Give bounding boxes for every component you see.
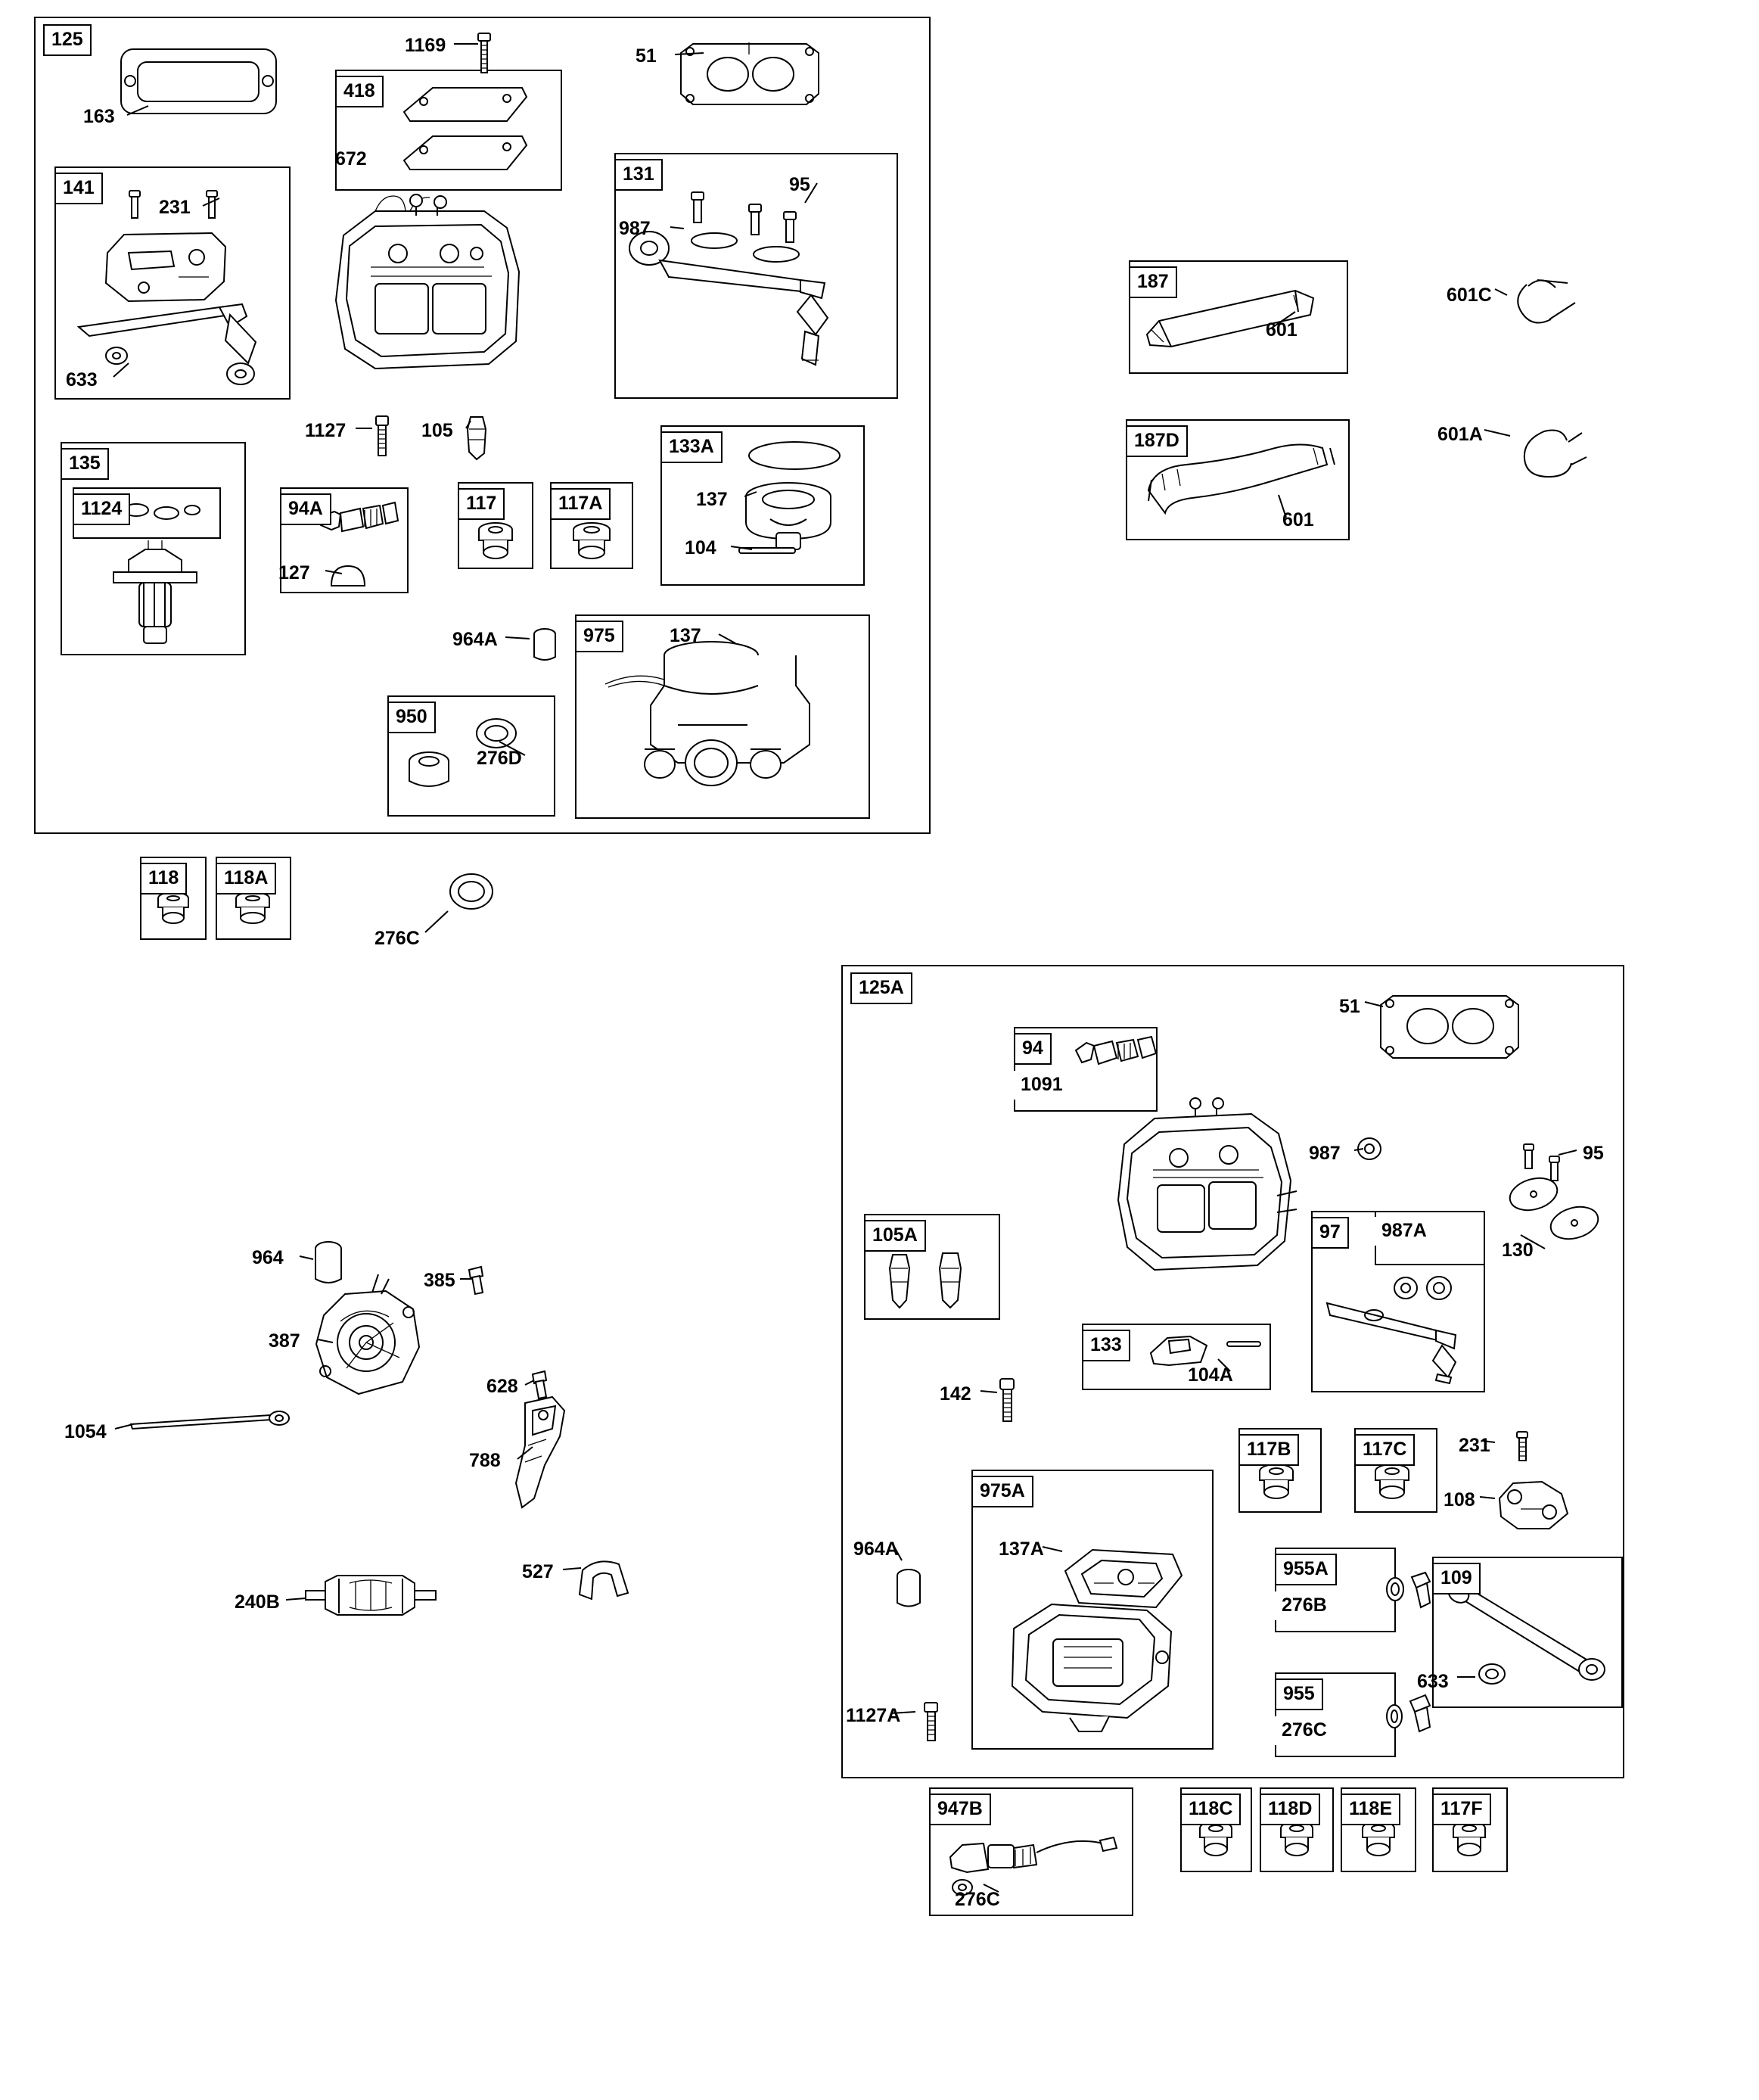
label-130: 130 (1502, 1240, 1534, 1261)
callout-105A: 105A (864, 1220, 926, 1252)
callout-94: 94 (1014, 1033, 1052, 1065)
part-117c-bushing (1366, 1462, 1419, 1504)
part-131-governor-assembly (626, 182, 891, 386)
part-51-gasket-upper (673, 39, 825, 111)
part-633-shaft-assembly (68, 301, 280, 394)
part-240b-fuel-filter (303, 1566, 439, 1624)
label-633-lower: 633 (1417, 1671, 1449, 1692)
part-118d-bushing (1273, 1819, 1321, 1862)
label-276C: 276C (374, 928, 420, 949)
part-950-bushing (401, 749, 457, 796)
callout-418: 418 (335, 76, 384, 107)
part-231-screw-lower (1515, 1430, 1531, 1465)
label-601A: 601A (1437, 424, 1483, 445)
callout-987A: 987A (1375, 1217, 1434, 1246)
part-94-spark-plug (1074, 1035, 1158, 1085)
label-276C-solenoid: 276C (955, 1889, 1000, 1910)
part-97-throttle-shaft (1322, 1286, 1481, 1385)
callout-118C: 118C (1180, 1794, 1241, 1825)
part-385-screw (466, 1265, 486, 1297)
callout-276B: 276B (1275, 1591, 1334, 1620)
callout-94A: 94A (280, 493, 331, 525)
label-1127A: 1127A (846, 1705, 901, 1726)
callout-97: 97 (1311, 1217, 1349, 1249)
label-964A: 964A (452, 629, 498, 650)
label-633: 633 (66, 369, 98, 390)
label-104: 104 (685, 537, 716, 558)
callout-117: 117 (458, 488, 505, 520)
callout-975: 975 (575, 621, 623, 652)
label-105: 105 (421, 420, 453, 441)
part-118e-bushing (1354, 1819, 1403, 1862)
part-964a-sleeve-lower (893, 1568, 925, 1613)
part-955a-screw (1409, 1571, 1433, 1607)
label-788: 788 (469, 1450, 501, 1471)
part-141-plate (98, 227, 235, 310)
label-1054: 1054 (64, 1421, 107, 1442)
part-601a-clamp (1509, 421, 1591, 484)
callout-133: 133 (1082, 1330, 1130, 1361)
label-142: 142 (940, 1383, 971, 1405)
callout-955: 955 (1275, 1678, 1323, 1710)
label-628: 628 (486, 1376, 518, 1397)
part-142-bolt (997, 1377, 1018, 1424)
part-1054-rod (125, 1409, 299, 1436)
part-117f-bushing (1445, 1819, 1493, 1862)
label-95-lower: 95 (1583, 1143, 1604, 1164)
part-118a-bushing (227, 889, 278, 930)
part-109-link-rod (1445, 1582, 1611, 1695)
callout-1124: 1124 (73, 493, 130, 525)
label-231: 231 (159, 197, 191, 218)
label-1127: 1127 (305, 420, 347, 441)
label-987-lower: 987 (1309, 1143, 1341, 1164)
part-964a-sleeve (530, 627, 560, 666)
label-137A: 137A (999, 1538, 1044, 1560)
label-51-lower: 51 (1339, 996, 1360, 1017)
part-135-solenoid (106, 539, 204, 649)
label-601: 601 (1266, 319, 1297, 341)
part-788-bracket (499, 1392, 583, 1514)
part-118c-bushing (1192, 1819, 1240, 1862)
callout-975A: 975A (971, 1476, 1033, 1507)
part-108-plate (1492, 1476, 1575, 1536)
callout-947B: 947B (929, 1794, 991, 1825)
callout-276C-bowl: 276C (1275, 1716, 1334, 1745)
label-964: 964 (252, 1247, 284, 1268)
part-cylinder-head-lower (1089, 1097, 1309, 1286)
part-cylinder-head-upper (303, 193, 545, 390)
callout-118D: 118D (1260, 1794, 1320, 1825)
part-955-screw (1407, 1694, 1433, 1731)
label-127: 127 (278, 562, 310, 583)
label-163: 163 (83, 106, 115, 127)
part-527-clip (572, 1555, 640, 1605)
label-1169: 1169 (405, 35, 446, 56)
part-276c-oring (446, 870, 496, 913)
callout-117F: 117F (1432, 1794, 1491, 1825)
callout-109: 109 (1432, 1563, 1481, 1594)
label-672: 672 (335, 148, 367, 170)
part-118-bushing (150, 889, 197, 930)
callout-118E: 118E (1341, 1794, 1400, 1825)
label-108: 108 (1444, 1489, 1475, 1510)
label-95: 95 (789, 174, 810, 195)
part-672-gasket (393, 130, 533, 177)
part-1127a-bolt (921, 1701, 941, 1744)
part-127-cap (327, 562, 369, 593)
label-240B: 240B (235, 1591, 280, 1613)
callout-131: 131 (614, 159, 663, 191)
callout-125: 125 (43, 24, 92, 56)
label-104A: 104A (1188, 1364, 1233, 1386)
callout-117A: 117A (550, 488, 611, 520)
part-601c-clamp (1504, 272, 1587, 333)
part-1169-screw (475, 32, 495, 77)
callout-141: 141 (54, 173, 103, 204)
label-527: 527 (522, 1561, 554, 1582)
part-975-carburetor (598, 634, 847, 808)
callout-950: 950 (387, 702, 436, 733)
callout-187D: 187D (1126, 425, 1188, 457)
callout-187: 187 (1129, 266, 1177, 298)
label-231-lower: 231 (1459, 1435, 1490, 1456)
label-964A-lower: 964A (853, 1538, 899, 1560)
part-105-plunger (462, 412, 492, 462)
label-137-bowl: 137 (670, 625, 701, 646)
label-137-upper: 137 (696, 489, 728, 510)
part-117b-bushing (1250, 1462, 1303, 1504)
part-387-control-bracket (303, 1279, 439, 1415)
part-104a-pin (1226, 1338, 1262, 1350)
part-1127-bolt (373, 415, 391, 459)
part-975a-float-bowl (999, 1597, 1188, 1737)
callout-1091: 1091 (1014, 1071, 1070, 1100)
label-387: 387 (269, 1330, 300, 1352)
callout-135: 135 (61, 448, 109, 480)
callout-955A: 955A (1275, 1554, 1337, 1585)
label-276D: 276D (477, 748, 522, 769)
part-104-pin (738, 543, 798, 557)
part-137-oring-upper (745, 437, 844, 474)
callout-118A: 118A (216, 863, 276, 894)
callout-125A: 125A (850, 972, 912, 1004)
label-51: 51 (636, 45, 657, 67)
callout-133A: 133A (660, 431, 723, 463)
part-105a-plungers (878, 1247, 984, 1312)
part-163-gasket (113, 42, 287, 125)
callout-117B: 117B (1238, 1434, 1299, 1466)
label-601-curved: 601 (1282, 509, 1314, 530)
label-601C: 601C (1447, 285, 1492, 306)
label-385: 385 (424, 1270, 455, 1291)
part-117a-bushing (564, 519, 620, 563)
part-987-seal (1354, 1135, 1385, 1162)
callout-118: 118 (140, 863, 187, 894)
part-117-bushing (469, 519, 522, 563)
part-51-gasket-lower (1373, 991, 1524, 1064)
callout-117C: 117C (1354, 1434, 1415, 1466)
part-276d-oring (473, 715, 520, 751)
part-418-gasket (393, 82, 533, 129)
label-987: 987 (619, 218, 651, 239)
